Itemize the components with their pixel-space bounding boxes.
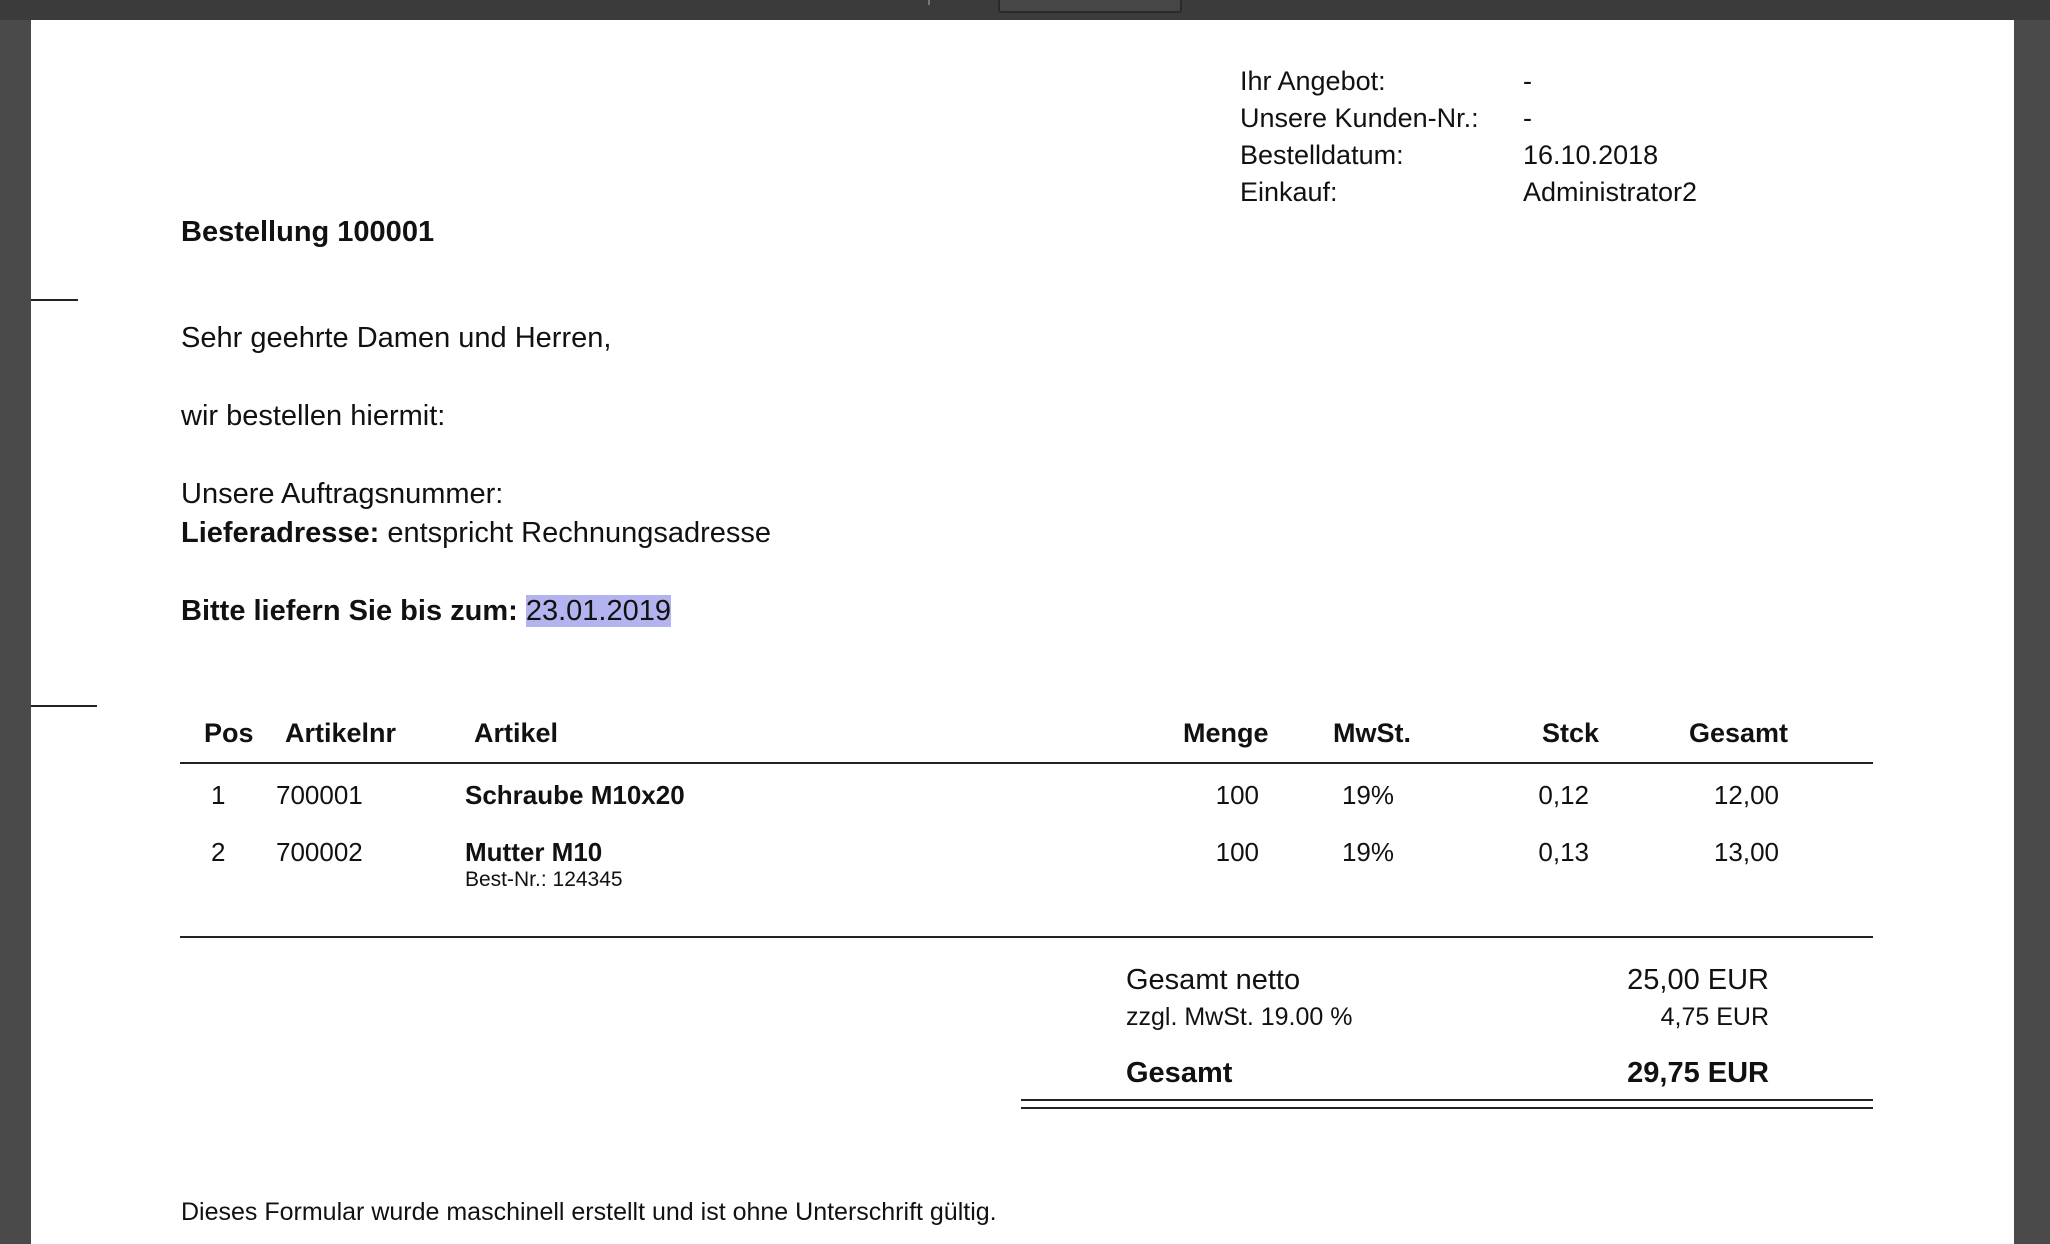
cell-article-order-number: Best-Nr.: 124345 xyxy=(465,868,623,891)
grand-total-double-rule xyxy=(1021,1099,1873,1109)
cell-pos: 2 xyxy=(211,837,226,867)
delivery-address-line xyxy=(181,517,771,550)
meta-label-order-date: Bestelldatum: xyxy=(1240,140,1404,170)
cell-article: Mutter M10 xyxy=(465,837,603,867)
cell-quantity: 100 xyxy=(1215,837,1259,867)
cell-article-number: 700002 xyxy=(276,837,363,867)
document-page xyxy=(31,20,2014,1244)
grand-total-value: 29,75 EUR xyxy=(1627,1057,1769,1089)
col-header-total: Gesamt xyxy=(1689,718,1789,748)
meta-value-customer-number: - xyxy=(1523,103,1532,133)
vat-value: 4,75 EUR xyxy=(1660,1003,1769,1031)
cell-article: Schraube M10x20 xyxy=(465,780,685,810)
delivery-address-label: Lieferadresse: xyxy=(181,517,380,549)
salutation: Sehr geehrte Damen und Herren, xyxy=(181,322,612,354)
footer-note: Dieses Formular wurde maschinell erstellt und ist ohne Unterschrift gültig. xyxy=(181,1198,997,1226)
intro-text: wir bestellen hiermit: xyxy=(181,400,446,432)
document-title: Bestellung 100001 xyxy=(181,216,435,248)
meta-label-offer: Ihr Angebot: xyxy=(1240,66,1386,96)
col-header-vat: MwSt. xyxy=(1333,718,1411,748)
cell-total: 13,00 xyxy=(1713,837,1779,867)
delivery-deadline-date[interactable]: 23.01.2019 xyxy=(525,595,672,627)
delivery-deadline-label: Bitte liefern Sie bis zum: xyxy=(181,595,518,627)
col-header-quantity: Menge xyxy=(1183,718,1269,748)
cell-unit-price: 0,12 xyxy=(1538,780,1589,810)
col-header-article-number: Artikelnr xyxy=(285,718,397,748)
punch-mark xyxy=(31,705,97,707)
order-number-label: Unsere Auftragsnummer: xyxy=(181,478,504,510)
cell-unit-price: 0,13 xyxy=(1538,837,1589,867)
viewer-toolbar xyxy=(0,0,2050,20)
cell-quantity: 100 xyxy=(1215,780,1259,810)
cell-total: 12,00 xyxy=(1713,780,1779,810)
table-bottom-rule xyxy=(180,936,1873,938)
toolbar-divider xyxy=(928,0,930,5)
cell-article-number: 700001 xyxy=(276,780,363,810)
col-header-unit-price: Stck xyxy=(1542,718,1600,748)
cell-vat: 19% xyxy=(1341,780,1395,810)
fold-mark xyxy=(31,299,78,301)
net-total-label: Gesamt netto xyxy=(1126,964,1301,996)
grand-total-label: Gesamt xyxy=(1126,1057,1233,1089)
col-header-pos: Pos xyxy=(204,718,254,748)
meta-value-purchasing: Administrator2 xyxy=(1523,177,1698,207)
meta-value-offer: - xyxy=(1523,66,1532,96)
net-total-value: 25,00 EUR xyxy=(1627,964,1769,996)
meta-label-purchasing: Einkauf: xyxy=(1240,177,1338,207)
delivery-deadline-line xyxy=(181,595,671,628)
meta-label-customer-number: Unsere Kunden-Nr.: xyxy=(1240,103,1479,133)
header-rule xyxy=(180,762,1873,764)
delivery-address-value: entspricht Rechnungsadresse xyxy=(387,517,772,549)
col-header-article: Artikel xyxy=(474,718,559,748)
meta-value-order-date: 16.10.2018 xyxy=(1523,140,1659,170)
vat-label: zzgl. MwSt. 19.00 % xyxy=(1126,1003,1353,1031)
toolbar-control[interactable] xyxy=(998,0,1182,13)
cell-pos: 1 xyxy=(211,780,226,810)
cell-vat: 19% xyxy=(1341,837,1395,867)
